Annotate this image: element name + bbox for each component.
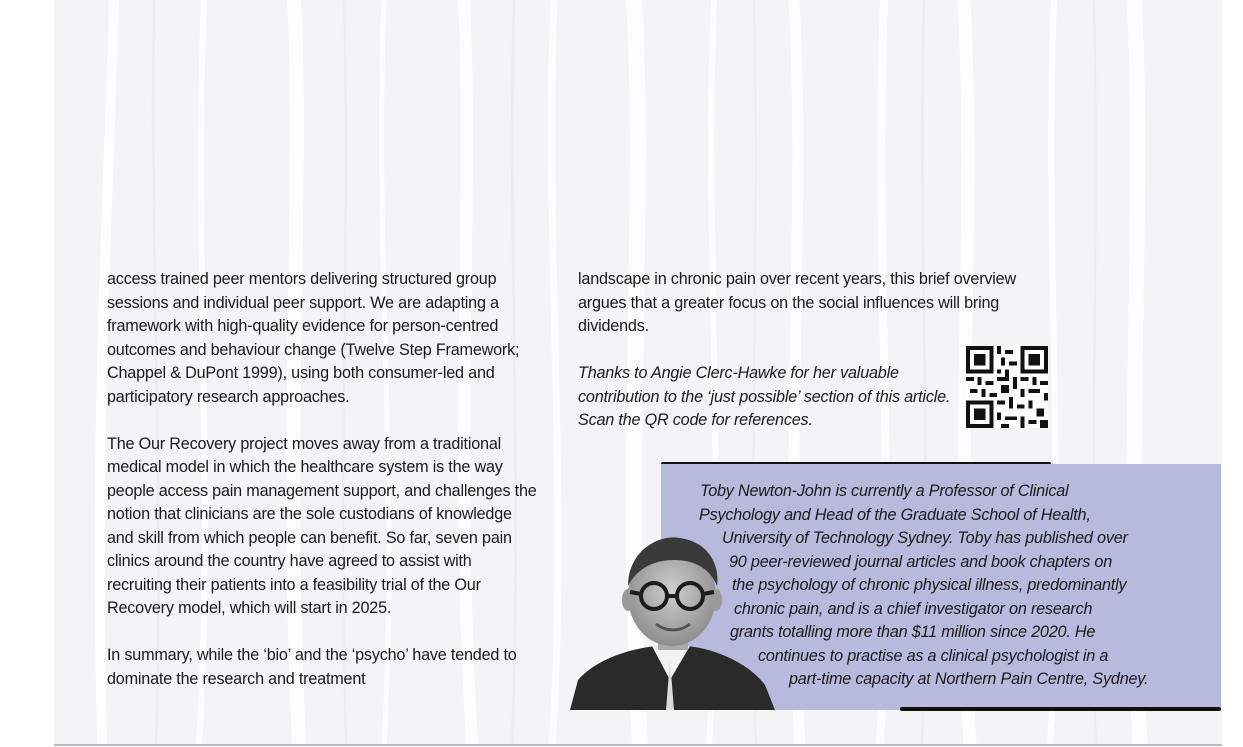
bio-line-6: chronic pain, and is a chief investigator on research (734, 599, 1093, 618)
acknowledgement-text: Thanks to Angie Clerc-Hawke for her valuable contribution to the ‘just possible’ section of this article. Scan the QR code for references. (578, 364, 951, 429)
bio-line-2: Psychology and Head of the Graduate School of Health, (699, 505, 1091, 524)
qr-code-icon[interactable] (966, 346, 1048, 428)
bio-bottom-rule (900, 707, 1221, 711)
left-column (107, 268, 537, 691)
right-column (578, 268, 1048, 339)
bio-line-3: University of Technology Sydney. Toby has published over (722, 529, 1128, 547)
left-paragraph-3: In summary, while the ‘bio’ and the ‘psycho’ have tended to dominate the research and treatment (107, 646, 517, 688)
right-paragraph-1: landscape in chronic pain over recent years, this brief overview argues that a greater focus on the social influences will bring dividends. (578, 270, 1016, 335)
bottom-rule (54, 744, 1222, 746)
bio-line-4: 90 peer-reviewed journal articles and book chapters on (729, 552, 1113, 571)
bio-line-5: the psychology of chronic physical illness, predominantly (732, 576, 1127, 594)
left-paragraph-2: The Our Recovery project moves away from a traditional medical model in which the healthcare system is the way people access pain management support, and challenges the notion that clinicians are the sole custodians of knowledge and skill from which people can benefit. So far, seven pain clinics around the country have agreed to assist with recruiting their patients into a feasibility trial of the Our Recovery model, which will start in 2025. (107, 434, 537, 617)
bio-line-1: Toby Newton-John is currently a Professor of Clinical (700, 482, 1069, 500)
bio-line-7: grants totalling more than $11 million since 2020. He (730, 623, 1096, 641)
bio-line-8: continues to practise as a clinical psychologist in a (758, 646, 1109, 665)
left-paragraph-1: access trained peer mentors delivering structured group sessions and individual peer support. We are adapting a framework with high-quality evidence for person-centred outcomes and behaviour change (Twelve Step Framework; Chappel & DuPont 1999), using both consumer-led and participatory research approaches. (107, 270, 520, 406)
bio-line-9: part-time capacity at Northern Pain Centre, Sydney. (789, 670, 1149, 688)
